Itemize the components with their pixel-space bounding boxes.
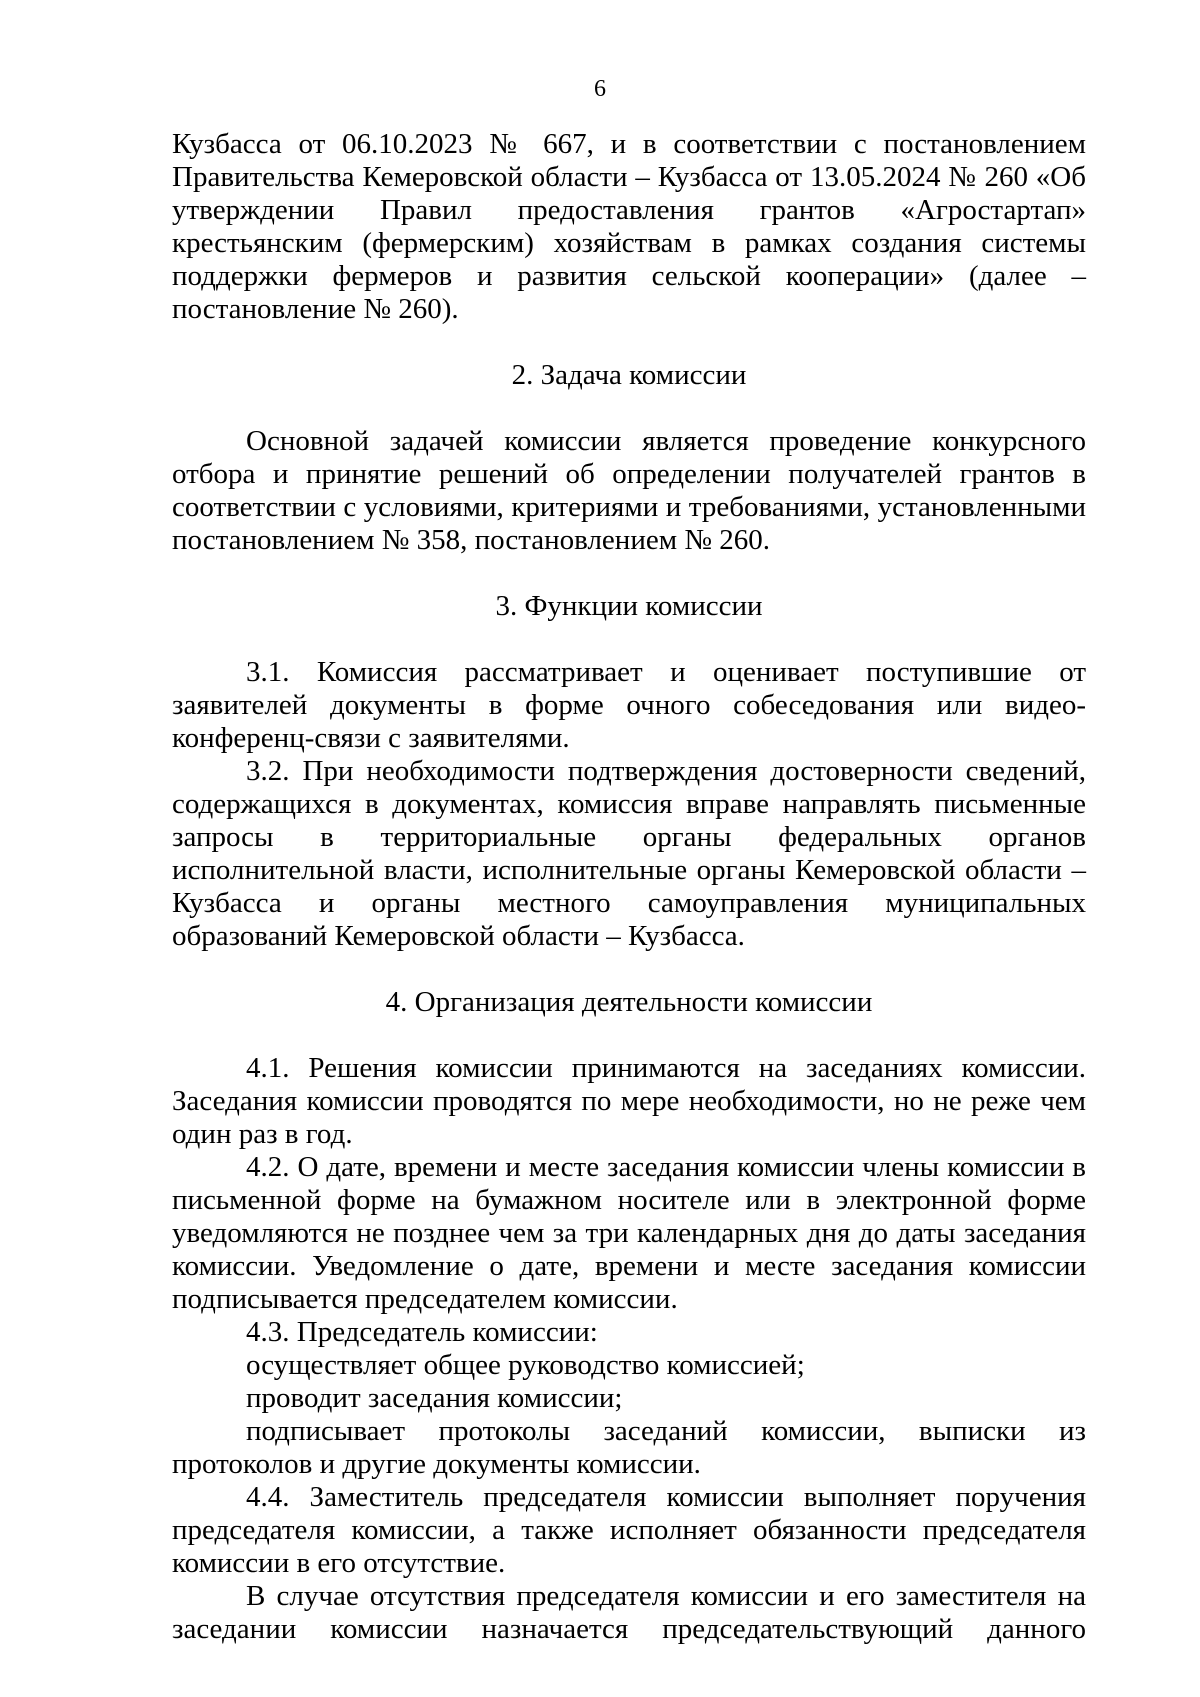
paragraph-3-1: 3.1. Комиссия рассматривает и оценивает поступившие от заявителей документы в форме очного собеседования или видео-конференц-связи с заявителями. xyxy=(172,656,1086,754)
paragraph-4-4: 4.4. Заместитель председателя комиссии выполняет поручения председателя комиссии, а также исполняет обязанности председателя комиссии в его отсутствие. xyxy=(172,1481,1086,1579)
paragraph-4-3-title: 4.3. Председатель комиссии: xyxy=(246,1316,598,1348)
paragraph-4-4-continuation: В случае отсутствия председателя комиссии и его заместителя на заседании комиссии назначается председательствующий данного xyxy=(172,1580,1086,1645)
section-3-heading: 3. Функции комиссии xyxy=(495,590,763,622)
spacer xyxy=(172,1019,1086,1052)
spacer xyxy=(172,953,1086,986)
paragraph-4-1: 4.1. Решения комиссии принимаются на заседаниях комиссии. Заседания комиссии проводятся по мере необходимости, но не реже чем один раз в год. xyxy=(172,1052,1086,1150)
paragraph-4-3-item: подписывает протоколы заседаний комиссии, выписки из протоколов и другие документы комиссии. xyxy=(172,1415,1086,1480)
paragraph-3-2: 3.2. При необходимости подтверждения достоверности сведений, содержащихся в документах, комиссия вправе направлять письменные запросы в территориальные органы федеральных органов исполнительной власти, исполнительные органы Кемеровской области – Кузбасса и органы местного самоуправления муниципальных образований Кемеровской области – Кузбасса. xyxy=(172,755,1086,952)
section-2-heading: 2. Задача комиссии xyxy=(511,359,747,391)
page-number: 6 xyxy=(594,76,606,102)
paragraph-4-3-item: осуществляет общее руководство комиссией; xyxy=(246,1349,805,1381)
section-2-paragraph: Основной задачей комиссии является проведение конкурсного отбора и принятие решений об определении получателей грантов в соответствии с условиями, критериями и требованиями, установленными постановлением № 358, постановлением № 260. xyxy=(172,425,1086,556)
spacer xyxy=(172,392,1086,425)
spacer xyxy=(172,623,1086,656)
paragraph-4-2: 4.2. О дате, времени и месте заседания комиссии члены комиссии в письменной форме на бумажном носителе или в электронной форме уведомляются не позднее чем за три календарных дня до даты заседания комиссии. Уведомление о дате, времени и месте заседания комиссии подписывается председателем комиссии. xyxy=(172,1151,1086,1315)
intro-paragraph: Кузбасса от 06.10.2023 № 667, и в соответствии с постановлением Правительства Кемеровской области – Кузбасса от 13.05.2024 № 260 «Об утверждении Правил предоставления грантов «Агростартап» крестьянским (фермерским) хозяйствам в рамках создания системы поддержки фермеров и развития сельской кооперации» (далее – постановление № 260). xyxy=(172,128,1086,325)
paragraph-4-3-item: проводит заседания комиссии; xyxy=(246,1382,623,1414)
document-body xyxy=(172,128,1086,1646)
spacer xyxy=(172,326,1086,359)
spacer xyxy=(172,557,1086,590)
section-4-heading: 4. Организация деятельности комиссии xyxy=(385,986,873,1018)
